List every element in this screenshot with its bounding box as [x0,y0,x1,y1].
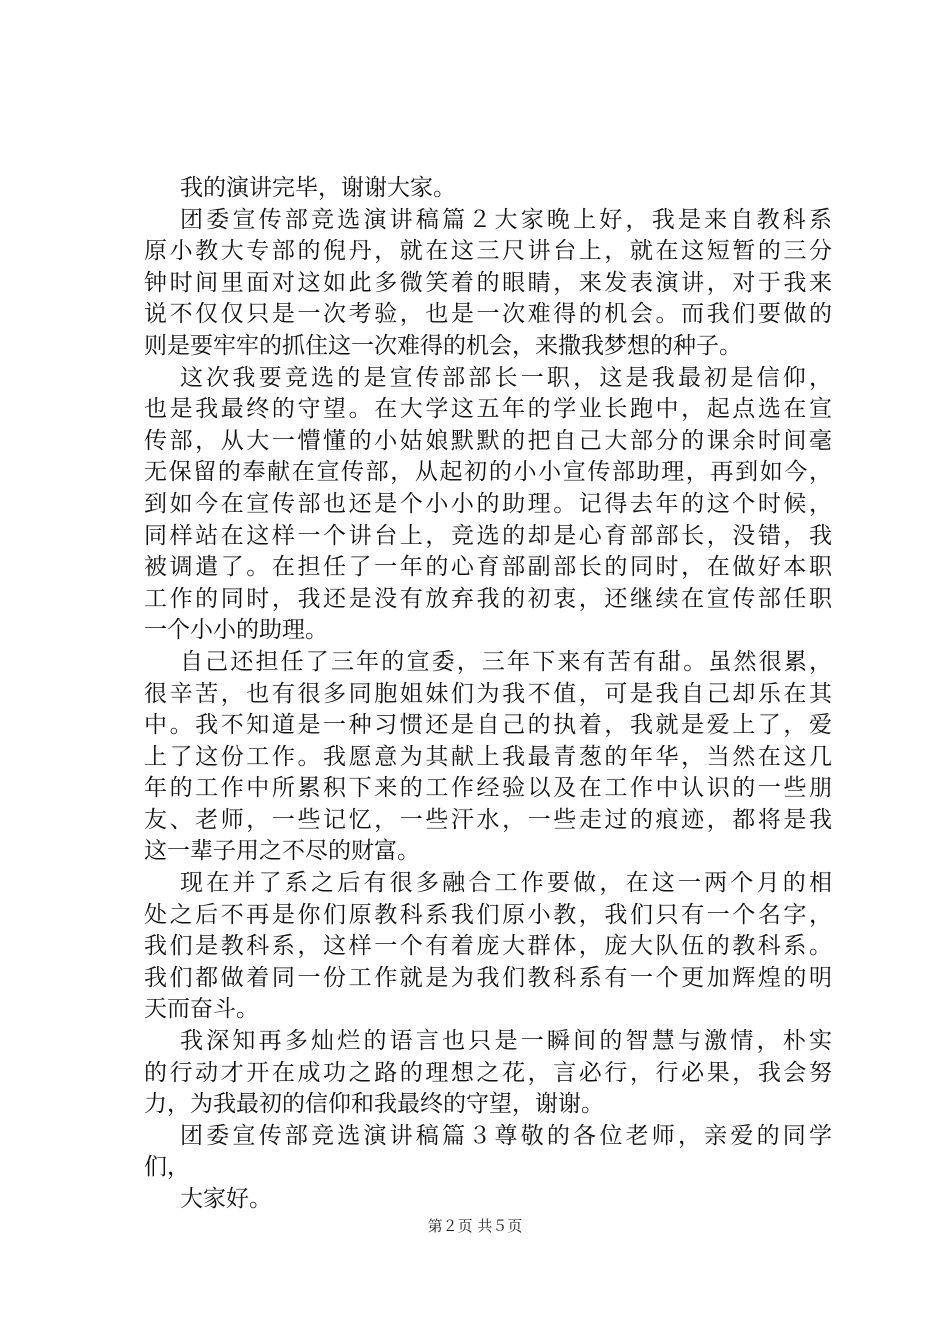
text-line: 这次我要竞选的是宣传部部长一职，这是我最初是信仰， [180,364,832,391]
text-line: 们， [144,1154,190,1181]
text-line: 我深知再多灿烂的语言也只是一瞬间的智慧与激情，朴实 [180,1028,832,1055]
text-line: 工作的同时，我还是没有放弃我的初衷，还继续在宣传部任职 [144,585,832,612]
text-line: 天而奋斗。 [144,996,259,1023]
text-line: 团委宣传部竞选演讲稿篇３尊敬的各位老师，亲爱的同学 [180,1122,832,1149]
paragraph-greeting [144,1184,832,1216]
text-line: 自己还担任了三年的宣委，三年下来有苦有甜。虽然很累， [180,648,832,675]
text-line: 传部，从大一懵懂的小姑娘默默的把自己大部分的课余时间毫 [144,427,832,454]
paragraph-position [144,363,832,647]
paragraph-merger [144,868,832,1026]
text-line: 我的演讲完毕，谢谢大家。 [180,175,456,201]
text-line: 团委宣传部竞选演讲稿篇２大家晚上好，我是来自教科系 [180,206,832,233]
paragraph-closing [144,173,832,205]
text-line: 同样站在这样一个讲台上，竞选的却是心育部部长，没错，我 [144,522,832,549]
text-line: 现在并了系之后有很多融合工作要做，在这一两个月的相 [180,870,832,897]
page-number-footer: 第２页 共５页 [427,1217,523,1235]
text-line: 大家好。 [180,1186,272,1212]
paragraph-experience [144,647,832,868]
text-line: 这一辈子用之不尽的财富。 [144,838,420,865]
text-line: 原小教大专部的倪丹，就在这三尺讲台上，就在这短暂的三分 [144,238,832,265]
text-line: 被调遣了。在担任了一年的心育部副部长的同时，在做好本职 [144,554,832,581]
text-line: 一个小小的助理。 [144,617,328,644]
paragraph-speech-3-intro [144,1121,832,1184]
text-line: 友、老师，一些记忆，一些汗水，一些走过的痕迹，都将是我 [144,806,832,833]
text-line: 很辛苦，也有很多同胞姐妹们为我不值，可是我自己却乐在其 [144,680,832,707]
text-line: 中。我不知道是一种习惯还是自己的执着，我就是爱上了，爱 [144,712,832,739]
text-line: 钟时间里面对这如此多微笑着的眼睛，来发表演讲，对于我来 [144,269,832,296]
paragraph-speech-2-intro [144,205,832,363]
text-line: 处之后不再是你们原教科系我们原小教，我们只有一个名字， [144,901,832,928]
text-line: 到如今在宣传部也还是个小小的助理。记得去年的这个时候， [144,490,832,517]
text-line: 年的工作中所累积下来的工作经验以及在工作中认识的一些朋 [144,775,832,802]
text-line: 则是要牢牢的抓住这一次难得的机会，来撒我梦想的种子。 [144,332,742,359]
paragraph-conclusion [144,1026,832,1121]
text-line: 的行动才开在成功之路的理想之花，言必行，行必果，我会努 [144,1059,832,1086]
text-line: 上了这份工作。我愿意为其献上我最青葱的年华，当然在这几 [144,743,832,770]
text-line: 也是我最终的守望。在大学这五年的学业长跑中，起点选在宣 [144,396,832,423]
text-line: 说不仅仅只是一次考验，也是一次难得的机会。而我们要做的 [144,301,832,328]
text-line: 力，为我最初的信仰和我最终的守望，谢谢。 [144,1091,604,1118]
text-line: 我们都做着同一份工作就是为我们教科系有一个更加辉煌的明 [144,964,832,991]
document-body [144,173,832,1216]
text-line: 我们是教科系，这样一个有着庞大群体，庞大队伍的教科系。 [144,933,832,960]
text-line: 无保留的奉献在宣传部，从起初的小小宣传部助理，再到如今， [144,459,832,486]
